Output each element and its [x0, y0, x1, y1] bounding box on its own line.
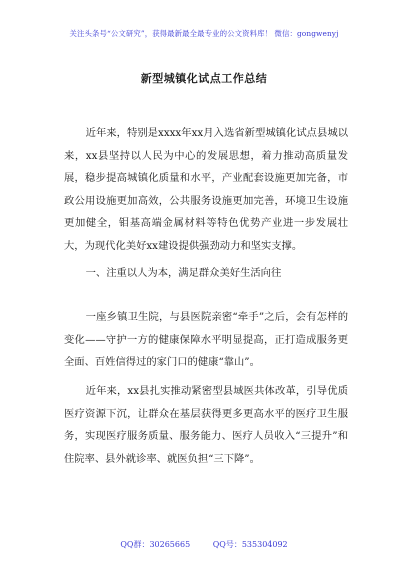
footer-qq-group: QQ群：30265665	[120, 540, 191, 549]
footer-contact	[0, 539, 408, 550]
paragraph-medical-reform: 近年来，xx县扎实推动紧密型县域医共体改革，引导优质医疗资源下沉，让群众在基层获得更多更高水平的医疗卫生服务，实现医疗服务质量、服务能力、医疗人员收入“三提升”和住院率、县外就诊率、就医负担“三下降”。	[64, 385, 348, 465]
header-promo-note: 关注头条号“公文研究”，获得最新最全最专业的公文资料库！ 微信：gongwenyj	[69, 29, 339, 38]
section-heading-1: 一、注重以人为本，满足群众美好生活向往	[85, 267, 282, 279]
paragraph-intro: 近年来，特别是xxxx年xx月入选省新型城镇化试点县城以来，xx县坚持以人民为中心的发展思想，着力推动高质量发展，稳步提高城镇化质量和水平，产业配套设施更加完备，市政公用设施更加高效，公共服务设施更加完善，环境卫生设施更加健全，钼基高端金属材料等特色优势产业进一步发展壮大，为现代化美好xx建设提供强劲动力和坚实支撑。	[64, 127, 348, 252]
paragraph-clinic: 一座乡镇卫生院，与县医院亲密“牵手”之后，会有怎样的变化——守护一方的健康保障水平明显提高，正打造成服务更全面、百姓信得过的家门口的健康“靠山”。	[64, 311, 348, 368]
document-title: 新型城镇化试点工作总结	[140, 72, 268, 85]
footer-qq-number: QQ号：535304092	[212, 540, 288, 549]
